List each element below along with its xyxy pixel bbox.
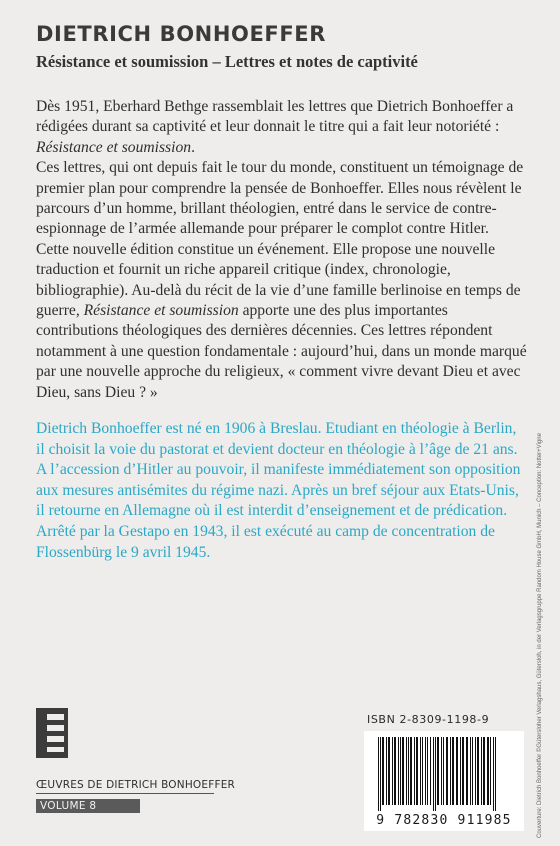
description-span: Dès 1951, Eberhard Bethge rassemblait les lettres que Dietrich Bonhoeffer a rédigées durant sa captivité et leur donnait le titre qui a fait leur notoriété : xyxy=(36,98,514,136)
description-span: apporte une des plus importantes contributions théologiques des dernières décennies. Ces lettres répondent notamment à une question fondamentale : aujourd’hui, dans un monde marqué par une nouvelle approche du religieux, « comment vivre devant Dieu et avec Dieu, sans Dieu ? » xyxy=(36,302,527,401)
series-title: ŒUVRES DE DIETRICH BONHOEFFER xyxy=(36,779,214,794)
description-span: Cette nouvelle édition constitue un événement. Elle propose une nouvelle traduction et fournit un riche appareil critique (index, chronologie, bibliographie). Au-delà du récit de la vie d’une famille berlinoise en temps de guerre, xyxy=(36,240,521,320)
publisher-logo-icon xyxy=(36,708,68,758)
italic-title: Résistance et soumission xyxy=(83,302,239,320)
description-paragraph xyxy=(36,240,532,403)
author-biography: Dietrich Bonhoeffer est né en 1906 à Breslau. Etudiant en théologie à Berlin, il choisit la voie du pastorat et devient docteur en théologie à l’âge de 21 ans. A l’accession d’Hitler au pouvoir, il manifeste immédiatement son opposition aux mesures antisémites du régime nazi. Après un bref séjour aux Etats-Unis, il retourne en Allemagne où il est interdit d’enseignement et de prédication. Arrêté par la Gestapo en 1943, il est exécuté au camp de concentration de Flossenbürg le 9 avril 1945. xyxy=(36,420,521,561)
cover-credit: Couverture: Dietrich Bonhoeffer ©Gütersloher Verlagshaus, Gütersloh, in der Verlagsgruppe Random House GmbH, Munich – Conception: Notter+Vigne xyxy=(537,433,543,838)
book-subtitle: Résistance et soumission – Lettres et notes de captivité xyxy=(36,52,418,71)
author-name: DIETRICH BONHOEFFER xyxy=(36,22,327,46)
isbn-label: ISBN 2-8309-1198-9 xyxy=(367,713,490,726)
description-span: . xyxy=(191,138,195,156)
description-paragraph: Ces lettres, qui ont depuis fait le tour du monde, constituent un témoignage de premier plan pour comprendre la pensée de Bonhoeffer. Elles nous révèlent le parcours d’un homme, brillant théologien, entré dans le service de contre-espionnage de l’armée allemande pour préparer le complot contre Hitler. xyxy=(36,159,524,238)
description-paragraph xyxy=(36,97,532,158)
barcode-number: 9 782830 911985 xyxy=(376,813,512,828)
barcode xyxy=(364,731,524,831)
description-text xyxy=(36,97,532,403)
series-block xyxy=(36,779,236,813)
italic-title: Résistance et soumission xyxy=(36,138,192,156)
barcode-bars-icon xyxy=(370,737,518,811)
volume-label: VOLUME 8 xyxy=(36,799,140,813)
